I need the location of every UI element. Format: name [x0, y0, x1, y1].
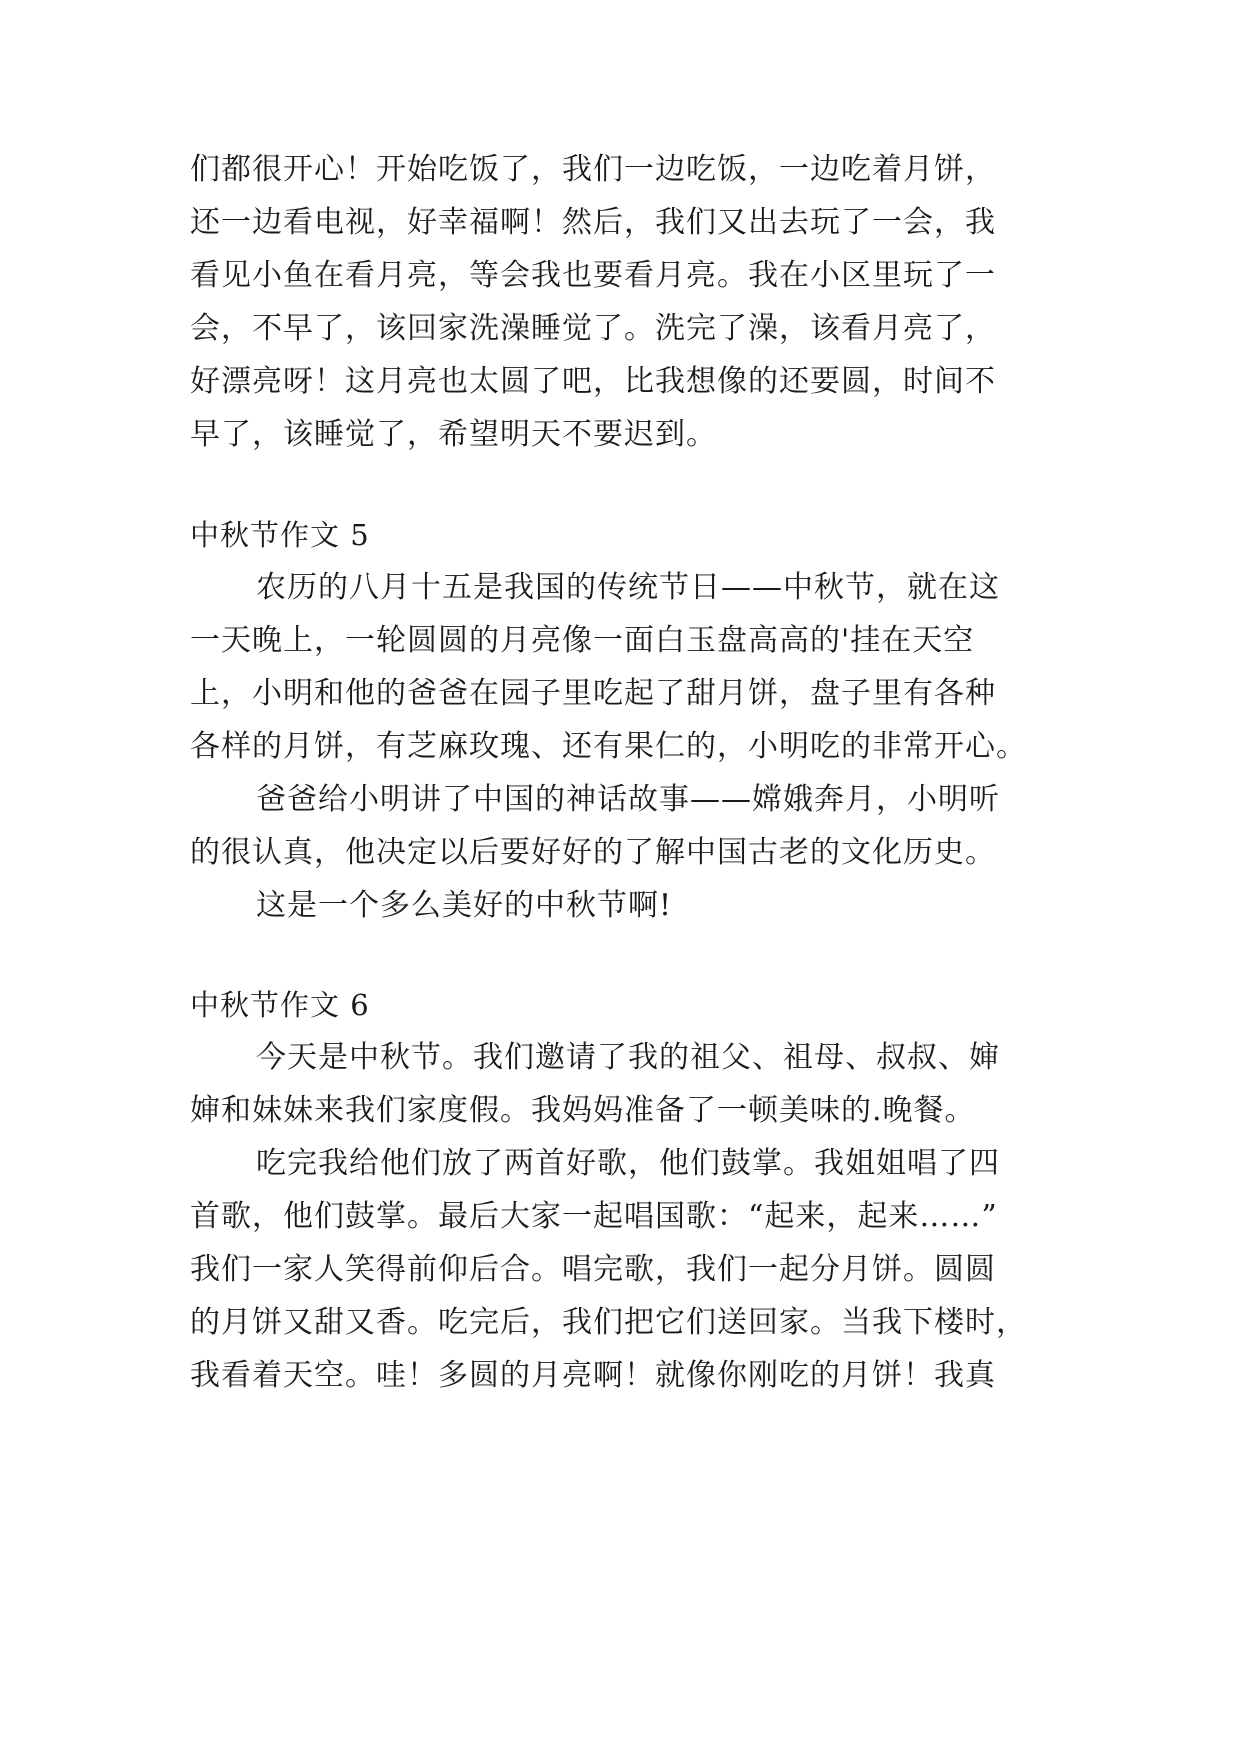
- essay-5-line: 一天晚上，一轮圆圆的月亮像一面白玉盘高高的'挂在天空: [190, 623, 975, 658]
- essay-6-line: 的月饼又甜又香。吃完后，我们把它们送回家。当我下楼时，: [190, 1305, 1027, 1340]
- essay-6-title: 中秋节作文 6: [190, 988, 370, 1022]
- intro-line: 早了，该睡觉了，希望明天不要迟到。: [190, 417, 717, 452]
- essay-6-line: 我看着天空。哇！多圆的月亮啊！就像你刚吃的月饼！我真: [190, 1358, 996, 1393]
- essay-5-line: 农历的八月十五是我国的传统节日——中秋节，就在这: [256, 570, 1000, 605]
- essay-5-line: 的很认真，他决定以后要好好的了解中国古老的文化历史。: [190, 835, 996, 870]
- essay-6-line: 我们一家人笑得前仰后合。唱完歌，我们一起分月饼。圆圆: [190, 1252, 996, 1287]
- intro-line: 好漂亮呀！这月亮也太圆了吧，比我想像的还要圆，时间不: [190, 364, 996, 399]
- intro-line: 看见小鱼在看月亮，等会我也要看月亮。我在小区里玩了一: [190, 258, 996, 293]
- intro-line: 还一边看电视，好幸福啊！然后，我们又出去玩了一会，我: [190, 205, 996, 240]
- essay-5-line: 这是一个多么美好的中秋节啊!: [256, 888, 673, 923]
- essay-6-line: 婶和妹妹来我们家度假。我妈妈准备了一顿美味的.晚餐。: [190, 1093, 976, 1128]
- essay-6-line: 首歌，他们鼓掌。最后大家一起唱国歌：“起来，起来……”: [190, 1199, 998, 1234]
- essay-5-title: 中秋节作文 5: [190, 518, 370, 552]
- essay-5-line: 各样的月饼，有芝麻玫瑰、还有果仁的，小明吃的非常开心。: [190, 729, 1027, 764]
- intro-line: 们都很开心！开始吃饭了，我们一边吃饭，一边吃着月饼，: [190, 152, 996, 187]
- intro-line: 会，不早了，该回家洗澡睡觉了。洗完了澡，该看月亮了，: [190, 311, 996, 346]
- essay-5-line: 爸爸给小明讲了中国的神话故事——嫦娥奔月，小明听: [256, 782, 1000, 817]
- essay-6-line: 今天是中秋节。我们邀请了我的祖父、祖母、叔叔、婶: [256, 1040, 1000, 1075]
- essay-6-line: 吃完我给他们放了两首好歌，他们鼓掌。我姐姐唱了四: [256, 1146, 1000, 1181]
- essay-5-line: 上，小明和他的爸爸在园子里吃起了甜月饼，盘子里有各种: [190, 676, 996, 711]
